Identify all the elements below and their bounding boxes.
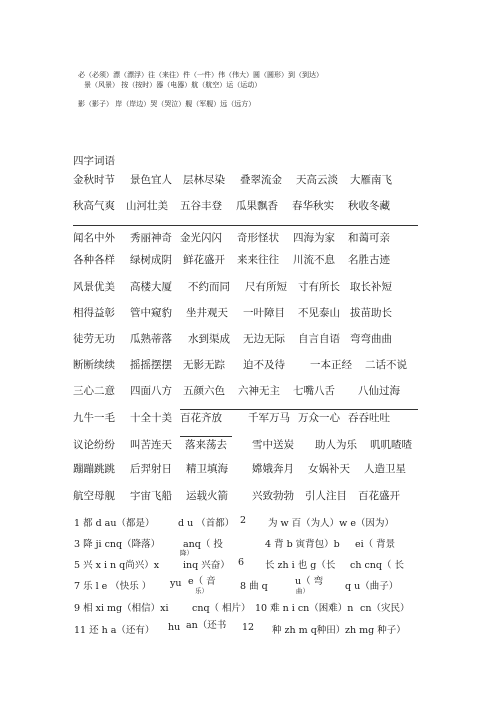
idiom-word: 摇摇摆摆 — [130, 359, 172, 371]
idiom-word: 秀丽神奇 — [130, 232, 172, 244]
idiom-word: 大雁南飞 — [350, 174, 392, 186]
pinyin-entry: 10 难 n i cn（困难）n — [255, 603, 354, 614]
pinyin-entry: d u （首都） — [178, 518, 235, 529]
idiom-word: 吞吞吐吐 — [348, 412, 390, 424]
idiom-word: 叠翠流金 — [240, 174, 282, 186]
idiom-word: 金秋时节 — [73, 174, 115, 186]
idiom-word: 嫦娥奔月 — [252, 463, 294, 475]
pinyin-entry: 长 zh i 也 g（长 — [265, 560, 336, 571]
idiom-word: 高楼大厦 — [130, 281, 172, 293]
pinyin-entry: yu — [170, 578, 182, 589]
pinyin-entry: 12 — [242, 622, 255, 633]
idiom-word: 名胜古迹 — [348, 254, 390, 266]
idiom-word: 人造卫星 — [364, 463, 406, 475]
idiom-word: 闻名中外 — [73, 232, 115, 244]
idiom-word: 绿树成阴 — [130, 254, 172, 266]
idiom-word: 来来往往 — [237, 254, 279, 266]
pinyin-entry: inq 兴奋） — [183, 560, 230, 571]
idiom-word: 四海为家 — [293, 232, 335, 244]
idiom-word: 三心二意 — [73, 385, 115, 397]
idiom-word: 航空母舰 — [73, 490, 115, 502]
idiom-word: 一本正经 — [310, 359, 352, 371]
pinyin-entry: hu — [168, 622, 181, 633]
idiom-word: 川流不息 — [293, 254, 335, 266]
pinyin-entry: zh mg 种子） — [345, 625, 406, 636]
idiom-word: 千军万马 — [248, 412, 290, 424]
idiom-word: 取长补短 — [350, 281, 392, 293]
idiom-word: 徒劳无功 — [73, 333, 115, 345]
pinyin-entry: 5 兴 x i n q尚兴）x — [74, 560, 160, 571]
idiom-word: 议论纷纷 — [73, 439, 115, 451]
pinyin-fragment: 乐） — [195, 587, 208, 595]
idiom-word: 弯弯曲曲 — [350, 333, 392, 345]
idiom-word: 六神无主 — [238, 385, 280, 397]
idiom-word: 寸有所长 — [298, 281, 340, 293]
idiom-word: 四面八方 — [130, 385, 172, 397]
idiom-word: 后羿射日 — [130, 463, 172, 475]
divider-line — [180, 409, 418, 410]
idiom-word: 百花齐放 — [180, 412, 222, 424]
idiom-word: 无边无际 — [243, 333, 285, 345]
idiom-word: 八仙过海 — [358, 385, 400, 397]
idiom-word: 鲜花盛开 — [183, 254, 225, 266]
pinyin-entry: 8 曲 q — [240, 581, 268, 592]
idiom-word: 五颜六色 — [183, 385, 225, 397]
idiom-word: 各种各样 — [73, 254, 115, 266]
idiom-word: 七嘴八舌 — [293, 385, 335, 397]
idiom-word: 瓜果飘香 — [236, 200, 278, 212]
pinyin-entry: 9 相 xi mg（相信）xi — [74, 603, 169, 614]
idiom-word: 雪中送炭 — [252, 439, 294, 451]
pinyin-entry: 2 — [240, 515, 247, 526]
idiom-word: 宇宙飞船 — [130, 490, 172, 502]
pinyin-entry: an（还书 — [186, 620, 227, 631]
idiom-word: 迫不及待 — [243, 359, 285, 371]
pinyin-entry: 种 zh m q种田） — [272, 625, 346, 636]
idiom-word: 尺有所短 — [245, 281, 287, 293]
pinyin-entry: 为 w 百（为人）w e（因为） — [268, 518, 394, 529]
idiom-word: 十全十美 — [130, 412, 172, 424]
idiom-word: 引人注目 — [305, 490, 347, 502]
pinyin-entry: q u（曲子） — [345, 581, 399, 592]
vocab-line-3: 影（影子） 岸（岸边）哭（哭泣）舰（军舰）远（远方） — [78, 100, 256, 108]
divider-line — [73, 225, 418, 226]
pinyin-entry: ei（ 背景 — [355, 539, 396, 550]
idiom-word: 秋高气爽 — [73, 200, 115, 212]
idiom-word: 春华秋实 — [292, 200, 334, 212]
pinyin-entry: 11 还 h a（还有） — [74, 625, 155, 636]
idiom-word: 层林尽染 — [183, 174, 225, 186]
idiom-word: 一叶障目 — [243, 307, 285, 319]
idiom-word: 景色宜人 — [130, 174, 172, 186]
idiom-word: 蹦蹦跳跳 — [73, 463, 115, 475]
vocab-line-2: 景（风景） 按（按时）器（电器）航（航空）运（运动） — [84, 81, 262, 89]
pinyin-entry: 4 背 b 寅背包）b — [265, 539, 340, 550]
pinyin-entry: 1 都 d au（都是） — [74, 518, 155, 529]
pinyin-entry: 3 降 ji cnq（降落） — [74, 539, 161, 550]
idiom-word: 天高云淡 — [296, 174, 338, 186]
idiom-word: 管中窥豹 — [130, 307, 172, 319]
divider-line — [180, 436, 232, 437]
idiom-word: 山河壮美 — [126, 200, 168, 212]
idiom-word: 奇形怪状 — [237, 232, 279, 244]
idiom-word: 落来荡去 — [185, 439, 227, 451]
idiom-word: 九牛一毛 — [73, 412, 115, 424]
idiom-word: 坐井观天 — [186, 307, 228, 319]
pinyin-entry: cnq（ 相片） — [192, 603, 251, 614]
idiom-word: 拔苗助长 — [350, 307, 392, 319]
idiom-word: 不约而同 — [188, 281, 230, 293]
idiom-word: 不见泰山 — [298, 307, 340, 319]
section-title: 四字词语 — [73, 155, 115, 167]
pinyin-entry: e（ 音 — [188, 576, 216, 587]
pinyin-entry: 6 — [238, 557, 245, 568]
idiom-word: 精卫填海 — [186, 463, 228, 475]
pinyin-entry: ch cnq（ 长 — [350, 560, 404, 571]
idiom-word: 相得益彰 — [73, 307, 115, 319]
idiom-word: 万众一心 — [298, 412, 340, 424]
idiom-word: 秋收冬藏 — [348, 200, 390, 212]
idiom-word: 自言自语 — [298, 333, 340, 345]
pinyin-fragment: 曲） — [296, 587, 309, 595]
idiom-word: 叫苦连天 — [130, 439, 172, 451]
vocab-line-1: 必（必须）漂（漂浮）往（来往）件（一件）伟（伟大）圆（圆形）到（到达） — [78, 71, 323, 79]
idiom-word: 兴致勃勃 — [252, 490, 294, 502]
idiom-word: 瓜熟蒂落 — [130, 333, 172, 345]
pinyin-entry: 7 乐 l e （快乐 ） — [74, 581, 152, 592]
idiom-word: 五谷丰登 — [180, 200, 222, 212]
idiom-word: 运载火箭 — [186, 490, 228, 502]
idiom-word: 女娲补天 — [308, 463, 350, 475]
pinyin-entry: cn（灾民） — [360, 603, 410, 614]
idiom-word: 断断续续 — [73, 359, 115, 371]
idiom-word: 助人为乐 — [315, 439, 357, 451]
pinyin-entry: u（ 弯 — [295, 576, 324, 587]
idiom-word: 无影无踪 — [183, 359, 225, 371]
idiom-word: 金光闪闪 — [180, 232, 222, 244]
idiom-word: 百花盛开 — [358, 490, 400, 502]
idiom-word: 和蔼可亲 — [348, 232, 390, 244]
idiom-word: 风景优美 — [73, 281, 115, 293]
idiom-word: 二话不说 — [365, 359, 407, 371]
idiom-word: 叽叽喳喳 — [370, 439, 412, 451]
pinyin-fragment: 降） — [180, 549, 193, 557]
pinyin-entry: anq（ 投 — [183, 539, 223, 550]
idiom-word: 水到渠成 — [188, 333, 230, 345]
